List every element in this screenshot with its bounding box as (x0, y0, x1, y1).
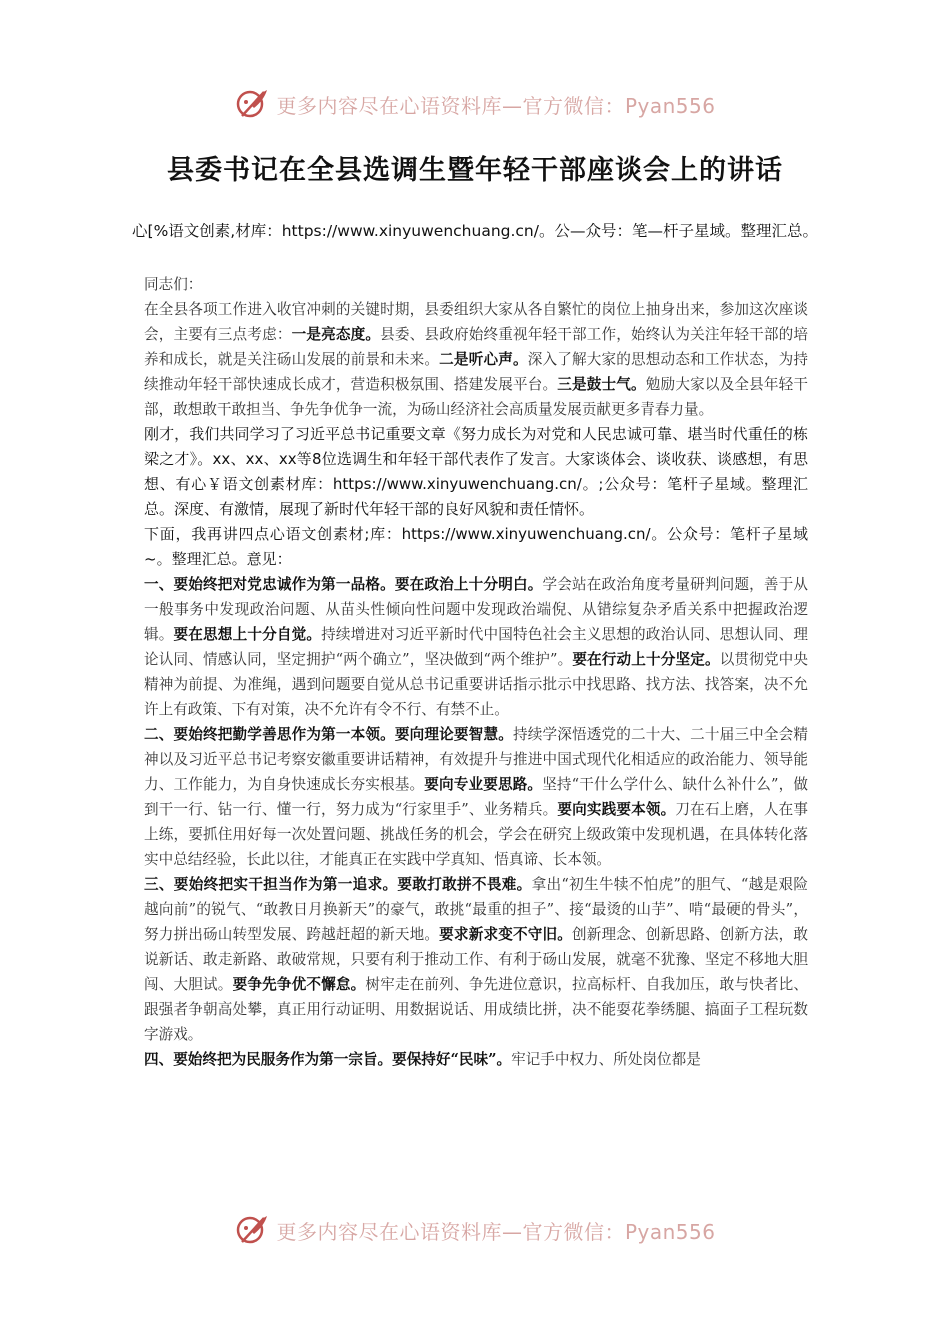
section-1: 一、要始终把对党忠诚作为第一品格。要在政治上十分明白。学会站在政治角度考量研判问题，善于从一般事务中发现政治问题、从苗头性倾向性问题中发现政治端倪、从错综复杂矛盾关系中把握政治逻辑。要在思想上十分自觉。持续增进对习近平新时代中国特色社会主义思想的政治认同、思想认同、理论认同、情感认同，坚定拥护“两个确立”，坚决做到“两个维护”。要在行动上十分坚定。以贯彻党中央精神为前提、为准绳，遇到问题要自觉从总书记重要讲话指示批示中找思路、找方法、找答案，决不允许上有政策、下有对策，决不允许有令不行、有禁不止。 (144, 576, 808, 718)
page-title: 县委书记在全县选调生暨年轻干部座谈会上的讲话 (167, 155, 783, 186)
banner-text: 更多内容尽在心语资料库—官方微信：Pyan556 (276, 1219, 716, 1244)
bottom-banner (0, 1208, 950, 1252)
feather-pen-logo-icon (234, 1212, 270, 1248)
section-4: 四、要始终把为民服务作为第一宗旨。要保持好“民味”。牢记手中权力、所处岗位都是 (144, 1051, 701, 1068)
section-3: 三、要始终把实干担当作为第一追求。要敢打敢拼不畏难。拿出“初生牛犊不怕虎”的胆气、“越是艰险越向前”的锐气、“敢教日月换新天”的豪气，敢挑“最重的担子”、接“最烫的山芋”、啃“最硬的骨头”，努力拼出砀山转型发展、跨越赶超的新天地。要求新求变不守旧。创新理念、创新思路、创新方法，敢说新话、敢走新路、敢破常规，只要有利于推动工作、有利于砀山发展，就毫不犹豫、坚定不移地大胆闯、大胆试。要争先争优不懈怠。树牢走在前列、争先进位意识，拉高标杆、自我加压，敢与快者比、跟强者争朝高处攀，真正用行动证明、用数据说话、用成绩比拼，决不能耍花拳绣腿、搞面子工程玩数字游戏。 (144, 876, 808, 1043)
banner-text: 更多内容尽在心语资料库—官方微信：Pyan556 (276, 93, 716, 118)
document-body (144, 272, 808, 1072)
intro-paragraph: 在全县各项工作进入收官冲刺的关键时期，县委组织大家从各自繁忙的岗位上抽身出来，参加这次座谈会，主要有三点考虑：一是亮态度。县委、县政府始终重视年轻干部工作，始终认为关注年轻干部的培养和成长，就是关注砀山发展的前景和未来。二是听心声。深入了解大家的思想动态和工作状态，为持续推动年轻干部快速成长成才，营造积极氛围、搭建发展平台。三是鼓士气。勉励大家以及全县年轻干部，敢想敢干敢担当、争先争优争一流，为砀山经济社会高质量发展贡献更多青春力量。 (144, 301, 808, 418)
greeting: 同志们： (144, 276, 203, 293)
subtitle: 心[%语文创素,材库：https://www.xinyuwenchuang.cn/。公—众号：笔—杆子星域。整理汇总。 (132, 222, 818, 240)
transition-paragraph: 下面，我再讲四点心语文创素材;库：https://www.xinyuwenchuang.cn/。公众号：笔杆子星域~。整理汇总。意见： (144, 525, 808, 568)
feather-pen-logo-icon (234, 86, 270, 122)
top-banner (0, 82, 950, 126)
section-2: 二、要始终把勤学善思作为第一本领。要向理论要智慧。持续学深悟透党的二十大、二十届三中全会精神以及习近平总书记考察安徽重要讲话精神，有效提升与推进中国式现代化相适应的政治能力、领导能力、工作能力，为自身快速成长夯实根基。要向专业要思路。坚持“干什么学什么、缺什么补什么”，做到干一行、钻一行、懂一行，努力成为“行家里手”、业务精兵。要向实践要本领。刀在石上磨，人在事上练，要抓住用好每一次处置问题、挑战任务的机会，学会在研究上级政策中发现机遇，在具体转化落实中总结经验，长此以往，才能真正在实践中学真知、悟真谛、长本领。 (144, 726, 808, 868)
study-paragraph: 刚才，我们共同学习了习近平总书记重要文章《努力成长为对党和人民忠诚可靠、堪当时代重任的栋梁之才》。xx、xx、xx等8位选调生和年轻干部代表作了发言。大家谈体会、谈收获、谈感想，有思想、有心￥语文创素材库：https://www.xinyuwenchuang.cn/。;公众号：笔杆子星域。整理汇总。深度、有激情，展现了新时代年轻干部的良好风貌和责任情怀。 (144, 425, 808, 518)
